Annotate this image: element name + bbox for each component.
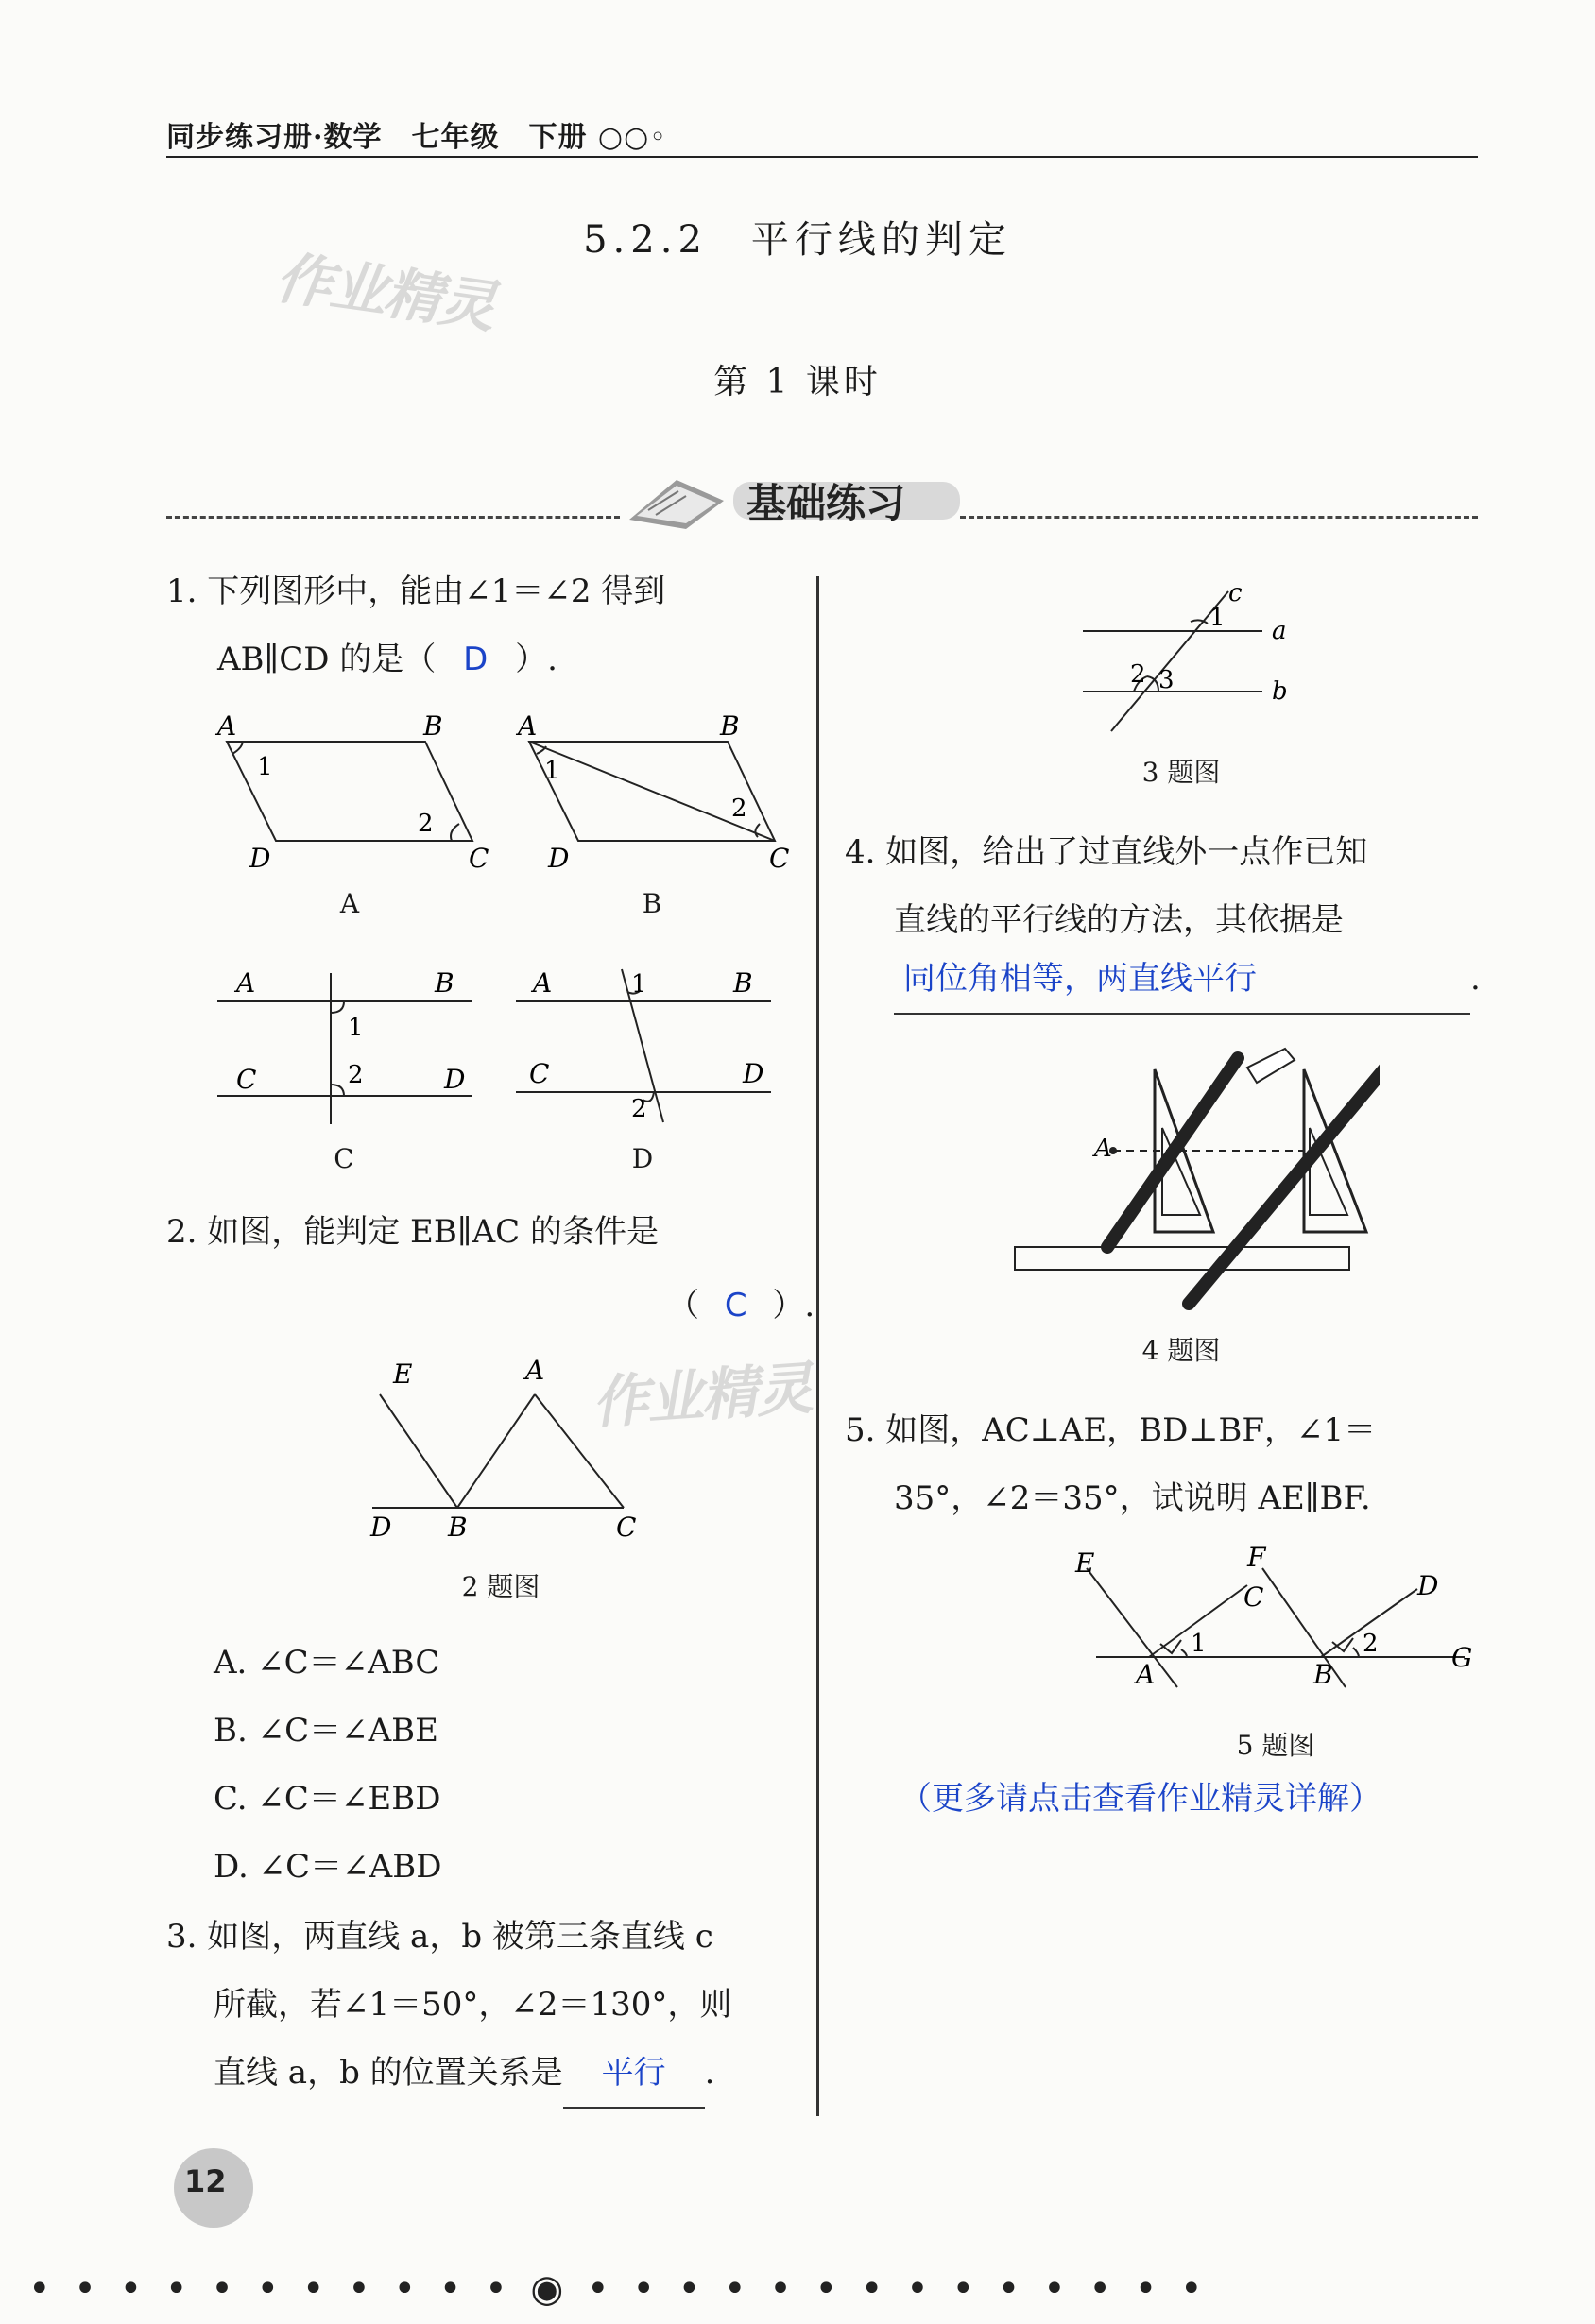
q2-option-c: C. ∠C＝∠EBD <box>214 1780 441 1818</box>
label-1: 1 <box>1191 1630 1207 1658</box>
label-d: D <box>548 843 570 869</box>
header-rule <box>166 156 1478 158</box>
q4-stem-line2: 直线的平行线的方法，其依据是 <box>894 901 1344 939</box>
label-3: 3 <box>1158 666 1175 694</box>
label-d: D <box>1417 1570 1439 1601</box>
q1-answer: D <box>463 641 489 678</box>
label-d: D <box>249 843 271 869</box>
label-a: A <box>518 710 538 742</box>
q3-stem-line1: 3. 如图，两直线 a，b 被第三条直线 c <box>166 1918 713 1956</box>
q4-stem-line1: 4. 如图，给出了过直线外一点作已知 <box>845 833 1368 871</box>
label-d: D <box>444 1064 466 1095</box>
label-c: c <box>1228 579 1243 607</box>
label-b: B <box>435 967 454 999</box>
label-a: A <box>533 967 553 999</box>
label-g: G <box>1451 1642 1473 1673</box>
section-divider-right <box>960 516 1478 519</box>
label-a: A <box>217 710 237 742</box>
q5-stem-line2: 35°，∠2＝35°，试说明 AE∥BF. <box>894 1479 1371 1517</box>
label-c: C <box>236 1064 257 1095</box>
q1-stem-line2: AB∥CD 的是（ D ）. <box>217 641 557 678</box>
q5-figure-caption: 5 题图 <box>1236 1730 1315 1761</box>
q2-option-a: A. ∠C＝∠ABC <box>214 1644 440 1682</box>
label-2: 2 <box>631 1095 647 1123</box>
q5-stem-line1: 5. 如图，AC⊥AE，BD⊥BF，∠1＝ <box>845 1411 1377 1449</box>
q4-answer: 同位角相等，两直线平行 <box>894 945 1470 1015</box>
label-e: E <box>393 1359 413 1390</box>
label-e: E <box>1075 1547 1095 1579</box>
q1-figure-a <box>208 699 491 869</box>
label-1: 1 <box>257 753 273 781</box>
q2-answer-paren: （ C ）. <box>667 1287 815 1324</box>
q1-figure-b <box>510 699 794 869</box>
label-1: 1 <box>348 1014 364 1042</box>
q2-answer: C <box>724 1287 747 1324</box>
q2-option-d: D. ∠C＝∠ABD <box>214 1848 442 1886</box>
q2-option-b: B. ∠C＝∠ABE <box>214 1712 438 1750</box>
label-b: B <box>423 710 443 742</box>
footer-dots: • • • • • • • • • • • ◉ • • • • • • • • • • • • • • <box>28 2267 1209 2311</box>
label-a: a <box>1272 617 1287 645</box>
label-d: D <box>743 1058 764 1089</box>
q3-stem-line2: 所截，若∠1＝50°，∠2＝130°，则 <box>214 1986 732 2024</box>
watermark: 作业精灵 <box>271 245 499 341</box>
running-header: 同步练习册·数学 七年级 下册 ○○◦ <box>166 121 667 154</box>
column-divider <box>816 576 819 2116</box>
label-a: A <box>236 967 256 999</box>
label-b: B <box>1313 1659 1333 1690</box>
label-b: B <box>733 967 753 999</box>
q4-stem-line3: 同位角相等，两直线平行 . <box>894 945 1481 1015</box>
q3-answer: 平行 <box>563 2039 705 2109</box>
label-a: A <box>525 1355 545 1386</box>
q1-figure-c <box>208 964 491 1134</box>
label-c: C <box>616 1512 637 1543</box>
label-2: 2 <box>348 1061 364 1089</box>
label-1: 1 <box>544 757 560 785</box>
q1-figure-c-caption: C <box>334 1143 354 1174</box>
label-c: C <box>769 843 790 869</box>
q4-figure-caption: 4 题图 <box>1141 1335 1221 1366</box>
label-2: 2 <box>1363 1630 1379 1658</box>
label-c: C <box>529 1058 550 1089</box>
label-a: A <box>1094 1135 1112 1163</box>
q1-figure-d-caption: D <box>631 1143 654 1174</box>
q5-figure <box>1068 1540 1493 1700</box>
watermark-2: 作业精灵 <box>590 1355 814 1437</box>
label-d: D <box>370 1512 392 1543</box>
label-f: F <box>1247 1542 1266 1573</box>
section-title: 5.2.2 平行线的判定 <box>583 218 1012 262</box>
label-b: b <box>1272 677 1288 706</box>
q3-figure <box>1068 574 1304 744</box>
page-number: 12 <box>184 2163 227 2199</box>
label-c: C <box>469 843 489 869</box>
q2-figure <box>359 1341 661 1549</box>
section-divider-left <box>166 516 620 519</box>
q1-figure-a-caption: A <box>339 888 360 919</box>
label-2: 2 <box>731 795 747 823</box>
q3-figure-caption: 3 题图 <box>1141 757 1221 788</box>
q1-stem-line1: 1. 下列图形中，能由∠1＝∠2 得到 <box>166 572 666 610</box>
label-a: A <box>1136 1659 1156 1690</box>
label-b: B <box>448 1512 468 1543</box>
label-2: 2 <box>1130 660 1146 689</box>
label-1: 1 <box>631 970 647 999</box>
more-solutions-link[interactable]: （更多请点击查看作业精灵详解） <box>900 1780 1381 1818</box>
q3-stem-line3: 直线 a，b 的位置关系是 平行 . <box>214 2039 714 2109</box>
lesson-subtitle: 第 1 课时 <box>713 363 882 402</box>
label-1: 1 <box>1209 604 1226 632</box>
q1-figure-b-caption: B <box>642 888 662 919</box>
q2-stem: 2. 如图，能判定 EB∥AC 的条件是 <box>166 1213 659 1251</box>
label-c: C <box>1243 1581 1264 1613</box>
q2-figure-caption: 2 题图 <box>461 1571 540 1602</box>
q1-figure-d <box>510 964 794 1134</box>
label-2: 2 <box>418 810 434 838</box>
section-heading: 基础练习 <box>746 480 906 526</box>
label-b: B <box>720 710 740 742</box>
q4-figure <box>1002 1030 1380 1313</box>
